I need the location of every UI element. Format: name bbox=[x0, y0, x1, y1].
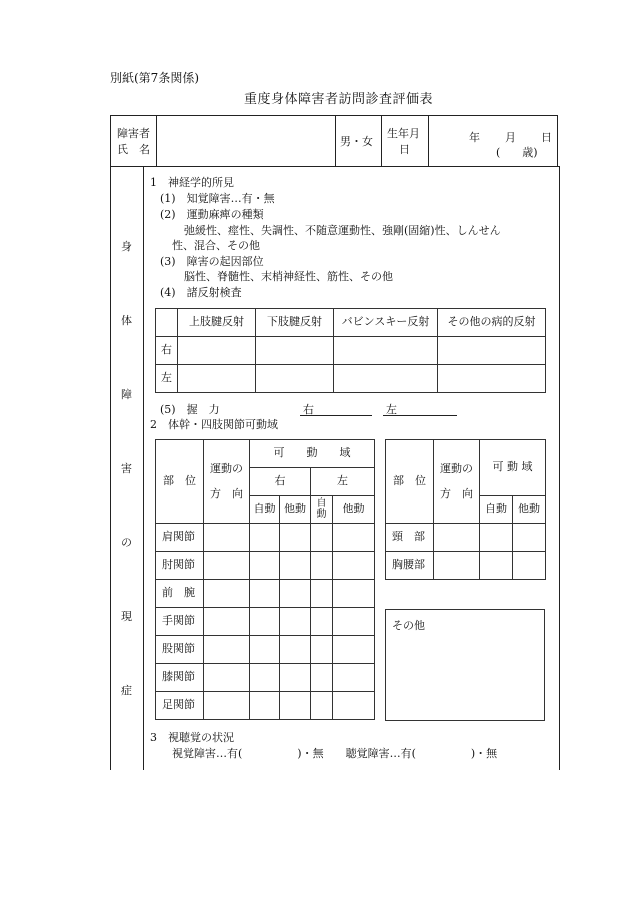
rom-cell[interactable] bbox=[280, 636, 311, 664]
rom-cell[interactable] bbox=[204, 608, 250, 636]
other-box[interactable] bbox=[385, 609, 545, 721]
birth-label-line1: 生年月 bbox=[387, 127, 420, 140]
rom-cell[interactable] bbox=[250, 524, 280, 552]
rom2-cell[interactable] bbox=[434, 552, 480, 580]
rom-cell[interactable] bbox=[204, 664, 250, 692]
rom2-direction-header: 運動の 方 向 bbox=[434, 440, 480, 524]
sec3-heading: 3 視聴覚の状況 bbox=[150, 731, 234, 744]
rom-cell[interactable] bbox=[280, 664, 311, 692]
rom-cell[interactable] bbox=[204, 580, 250, 608]
rom-cell[interactable] bbox=[280, 580, 311, 608]
rom-cell[interactable] bbox=[250, 636, 280, 664]
rom2-range-header: 可 動 域 bbox=[480, 440, 546, 496]
rom-left-header: 左 bbox=[311, 468, 375, 496]
grip-left-label: 左 bbox=[386, 403, 397, 416]
rom-passive-header: 他動 bbox=[280, 496, 311, 524]
rom-cell[interactable] bbox=[333, 664, 375, 692]
rom-cell[interactable] bbox=[333, 692, 375, 720]
birth-date-field[interactable]: 年 月 日 bbox=[469, 131, 553, 144]
side-label-char: 症 bbox=[121, 684, 132, 697]
rom-cell[interactable] bbox=[250, 664, 280, 692]
rom-cell[interactable] bbox=[204, 552, 250, 580]
document-title: 重度身体障害者訪問診査評価表 bbox=[244, 92, 434, 107]
rom2-passive-header: 他動 bbox=[513, 496, 546, 524]
reflex-table bbox=[155, 308, 546, 393]
rom-trunk-table bbox=[385, 439, 546, 580]
rom-cell[interactable] bbox=[311, 552, 333, 580]
reflex-cell[interactable] bbox=[256, 337, 334, 365]
rom2-site-header: 部 位 bbox=[386, 440, 434, 524]
rom2-row-label: 頸 部 bbox=[386, 524, 434, 552]
rom-limb-table bbox=[155, 439, 375, 720]
rom-cell[interactable] bbox=[311, 664, 333, 692]
side-label-char: 害 bbox=[121, 462, 132, 475]
annex-label: 別紙(第7条関係) bbox=[110, 71, 199, 85]
rom-row-label: 肘関節 bbox=[156, 552, 204, 580]
side-label-char: 体 bbox=[121, 314, 132, 327]
rom2-cell[interactable] bbox=[513, 552, 546, 580]
side-label-char: 障 bbox=[121, 388, 132, 401]
rom-cell[interactable] bbox=[311, 580, 333, 608]
rom-cell[interactable] bbox=[204, 524, 250, 552]
rom-row-label: 肩関節 bbox=[156, 524, 204, 552]
rom-cell[interactable] bbox=[250, 552, 280, 580]
grip-left-field[interactable] bbox=[383, 415, 457, 416]
side-label-char: 身 bbox=[121, 240, 132, 253]
sec1-item2-text2: 性、混合、その他 bbox=[172, 239, 260, 252]
reflex-cell[interactable] bbox=[178, 337, 256, 365]
rom2-active-header: 自動 bbox=[480, 496, 513, 524]
rom-cell[interactable] bbox=[280, 552, 311, 580]
reflex-row-label: 左 bbox=[156, 365, 178, 393]
rom-range-header: 可 動 域 bbox=[250, 440, 375, 468]
rom-row-label: 手関節 bbox=[156, 608, 204, 636]
rom-cell[interactable] bbox=[204, 636, 250, 664]
sec2-heading: 2 体幹・四肢関節可動域 bbox=[150, 418, 278, 431]
name-field[interactable] bbox=[157, 116, 335, 166]
grip-right-field[interactable] bbox=[300, 415, 372, 416]
rom-cell[interactable] bbox=[311, 692, 333, 720]
sec1-item4: (4) 諸反射検査 bbox=[160, 286, 242, 299]
rom-passive-header: 他動 bbox=[333, 496, 375, 524]
reflex-cell[interactable] bbox=[256, 365, 334, 393]
birth-label-line2: 日 bbox=[399, 143, 410, 156]
rom-direction-header: 運動の 方 向 bbox=[204, 440, 250, 524]
reflex-header: バビンスキー反射 bbox=[334, 309, 438, 337]
sex-field[interactable]: 男・女 bbox=[340, 135, 373, 148]
reflex-header: その他の病的反射 bbox=[438, 309, 546, 337]
age-field[interactable]: ( 歳) bbox=[496, 146, 538, 159]
rom-cell[interactable] bbox=[333, 552, 375, 580]
reflex-header: 下肢腱反射 bbox=[256, 309, 334, 337]
sec1-item2: (2) 運動麻痺の種類 bbox=[160, 208, 264, 221]
rom-cell[interactable] bbox=[333, 608, 375, 636]
reflex-row-label: 右 bbox=[156, 337, 178, 365]
rom-active-header: 自動 bbox=[250, 496, 280, 524]
rom-cell[interactable] bbox=[280, 524, 311, 552]
side-label-char: の bbox=[121, 536, 132, 549]
other-label: その他 bbox=[392, 619, 425, 632]
sec1-heading: 1 神経学的所見 bbox=[150, 176, 234, 189]
rom-cell[interactable] bbox=[311, 524, 333, 552]
rom2-cell[interactable] bbox=[480, 552, 513, 580]
reflex-header: 上肢腱反射 bbox=[178, 309, 256, 337]
reflex-cell[interactable] bbox=[334, 337, 438, 365]
rom-cell[interactable] bbox=[311, 608, 333, 636]
rom-cell[interactable] bbox=[311, 636, 333, 664]
rom-cell[interactable] bbox=[333, 636, 375, 664]
name-label-line1: 障害者 bbox=[117, 127, 150, 140]
rom-cell[interactable] bbox=[250, 692, 280, 720]
rom-cell[interactable] bbox=[333, 524, 375, 552]
rom2-cell[interactable] bbox=[480, 524, 513, 552]
reflex-cell[interactable] bbox=[438, 337, 546, 365]
sec3-text: 視覚障害…有( )・無 聴覚障害…有( )・無 bbox=[172, 747, 498, 760]
rom-right-header: 右 bbox=[250, 468, 311, 496]
rom-cell[interactable] bbox=[333, 580, 375, 608]
side-label-char: 現 bbox=[121, 610, 132, 623]
name-label-line2: 氏 名 bbox=[117, 143, 150, 156]
grip-right-label: 右 bbox=[303, 403, 314, 416]
rom-row-label: 膝関節 bbox=[156, 664, 204, 692]
rom2-row-label: 胸腰部 bbox=[386, 552, 434, 580]
rom-row-label: 股関節 bbox=[156, 636, 204, 664]
reflex-cell[interactable] bbox=[438, 365, 546, 393]
rom-active-header: 自 動 bbox=[311, 496, 333, 524]
grip-label: (5) 握 力 bbox=[160, 403, 220, 416]
rom-row-label: 足関節 bbox=[156, 692, 204, 720]
rom2-cell[interactable] bbox=[434, 524, 480, 552]
rom-cell[interactable] bbox=[204, 692, 250, 720]
rom2-cell[interactable] bbox=[513, 524, 546, 552]
rom-cell[interactable] bbox=[250, 580, 280, 608]
reflex-cell[interactable] bbox=[334, 365, 438, 393]
sec1-item2-text1: 弛緩性、痙性、失調性、不随意運動性、強剛(固縮)性、しんせん bbox=[184, 224, 501, 237]
rom-row-label: 前 腕 bbox=[156, 580, 204, 608]
rom-cell[interactable] bbox=[280, 608, 311, 636]
sec1-item3: (3) 障害の起因部位 bbox=[160, 255, 264, 268]
sec1-item3-text: 脳性、脊髄性、末梢神経性、筋性、その他 bbox=[184, 270, 393, 283]
header-table bbox=[110, 115, 558, 167]
sec1-item1: (1) 知覚障害…有・無 bbox=[160, 192, 275, 205]
rom-cell[interactable] bbox=[250, 608, 280, 636]
rom-site-header: 部 位 bbox=[156, 440, 204, 524]
reflex-cell[interactable] bbox=[178, 365, 256, 393]
rom-cell[interactable] bbox=[280, 692, 311, 720]
